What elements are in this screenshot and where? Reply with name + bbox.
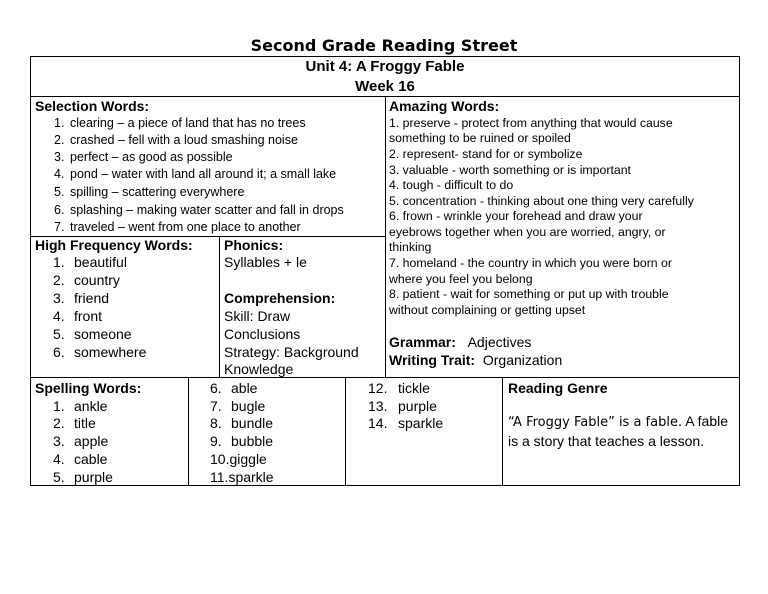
unit-title: Unit 4: A Froggy Fable: [305, 58, 465, 75]
list-item: thinking: [389, 240, 432, 254]
reading-genre-description: “A Froggy Fable” is a fable. A fable is a story that teaches a lesson.: [508, 413, 729, 449]
list-item: 7. traveled – went from one place to another: [54, 220, 301, 234]
list-item: 13. purple: [368, 398, 437, 414]
phonics-heading: Phonics:: [224, 237, 284, 253]
high-frequency-heading: High Frequency Words:: [35, 237, 193, 253]
list-item: 2. represent- stand for or symbolize: [389, 147, 583, 161]
list-item: 6. splashing – making water scatter and fall in drops: [54, 203, 344, 217]
grammar-row: Grammar: Adjectives: [389, 334, 532, 350]
list-item: 1. preserve - protect from anything that would cause: [389, 116, 673, 130]
comprehension-line: Knowledge: [224, 361, 294, 377]
list-item: 6. able: [210, 380, 258, 396]
list-item: 5. concentration - thinking about one thing very carefully: [389, 194, 694, 208]
list-item: 4. front: [53, 308, 103, 324]
list-item: 3. friend: [53, 290, 110, 306]
list-item: without complaining or getting upset: [389, 303, 586, 317]
list-item: 4. cable: [53, 451, 108, 467]
list-item: 8. patient - wait for something or put up with trouble: [389, 287, 669, 301]
list-item: eyebrows together when you are worried, angry, or: [389, 225, 666, 239]
list-item: 2. title: [53, 415, 96, 431]
list-item: 2. crashed – fell with a loud smashing noise: [54, 133, 298, 147]
list-item: 7. bugle: [210, 398, 266, 414]
list-item: 5. spilling – scattering everywhere: [54, 185, 245, 199]
list-item: 8. bundle: [210, 415, 274, 431]
list-item: 1. clearing – a piece of land that has no trees: [54, 116, 306, 130]
list-item: something to be ruined or spoiled: [389, 131, 571, 145]
list-item: 2. country: [53, 272, 120, 288]
amazing-words-heading: Amazing Words:: [389, 98, 500, 114]
list-item: 4. pond – water with land all around it; a small lake: [54, 167, 337, 181]
list-item: 6. frown - wrinkle your forehead and draw your: [389, 209, 643, 223]
comprehension-line: Strategy: Background: [224, 344, 359, 360]
document-title: Second Grade Reading Street: [250, 36, 518, 55]
comprehension-line: Skill: Draw: [224, 308, 291, 324]
list-item: 5. purple: [53, 469, 113, 485]
list-item: 10.giggle: [210, 451, 267, 467]
list-item: 6. somewhere: [53, 344, 147, 360]
selection-words-heading: Selection Words:: [35, 98, 150, 114]
list-item: 3. apple: [53, 433, 109, 449]
spelling-words-heading: Spelling Words:: [35, 380, 142, 396]
comprehension-heading: Comprehension:: [224, 290, 336, 306]
list-item: 5. someone: [53, 326, 132, 342]
list-item: 1. beautiful: [53, 254, 127, 270]
comprehension-line: Conclusions: [224, 326, 301, 342]
list-item: where you feel you belong: [389, 272, 533, 286]
list-item: 9. bubble: [210, 433, 274, 449]
list-item: 11.sparkle: [210, 469, 274, 485]
week-label: Week 16: [355, 78, 415, 95]
list-item: 4. tough - difficult to do: [389, 178, 514, 192]
list-item: 14. sparkle: [368, 415, 444, 431]
list-item: 3. perfect – as good as possible: [54, 150, 233, 164]
list-item: 12. tickle: [368, 380, 430, 396]
phonics-value: Syllables + le: [224, 254, 307, 270]
list-item: 7. homeland - the country in which you were born or: [389, 256, 672, 270]
writing-trait-row: Writing Trait: Organization: [389, 352, 563, 368]
list-item: 3. valuable - worth something or is important: [389, 163, 631, 177]
reading-genre-heading: Reading Genre: [508, 380, 608, 396]
list-item: 1. ankle: [53, 398, 108, 414]
